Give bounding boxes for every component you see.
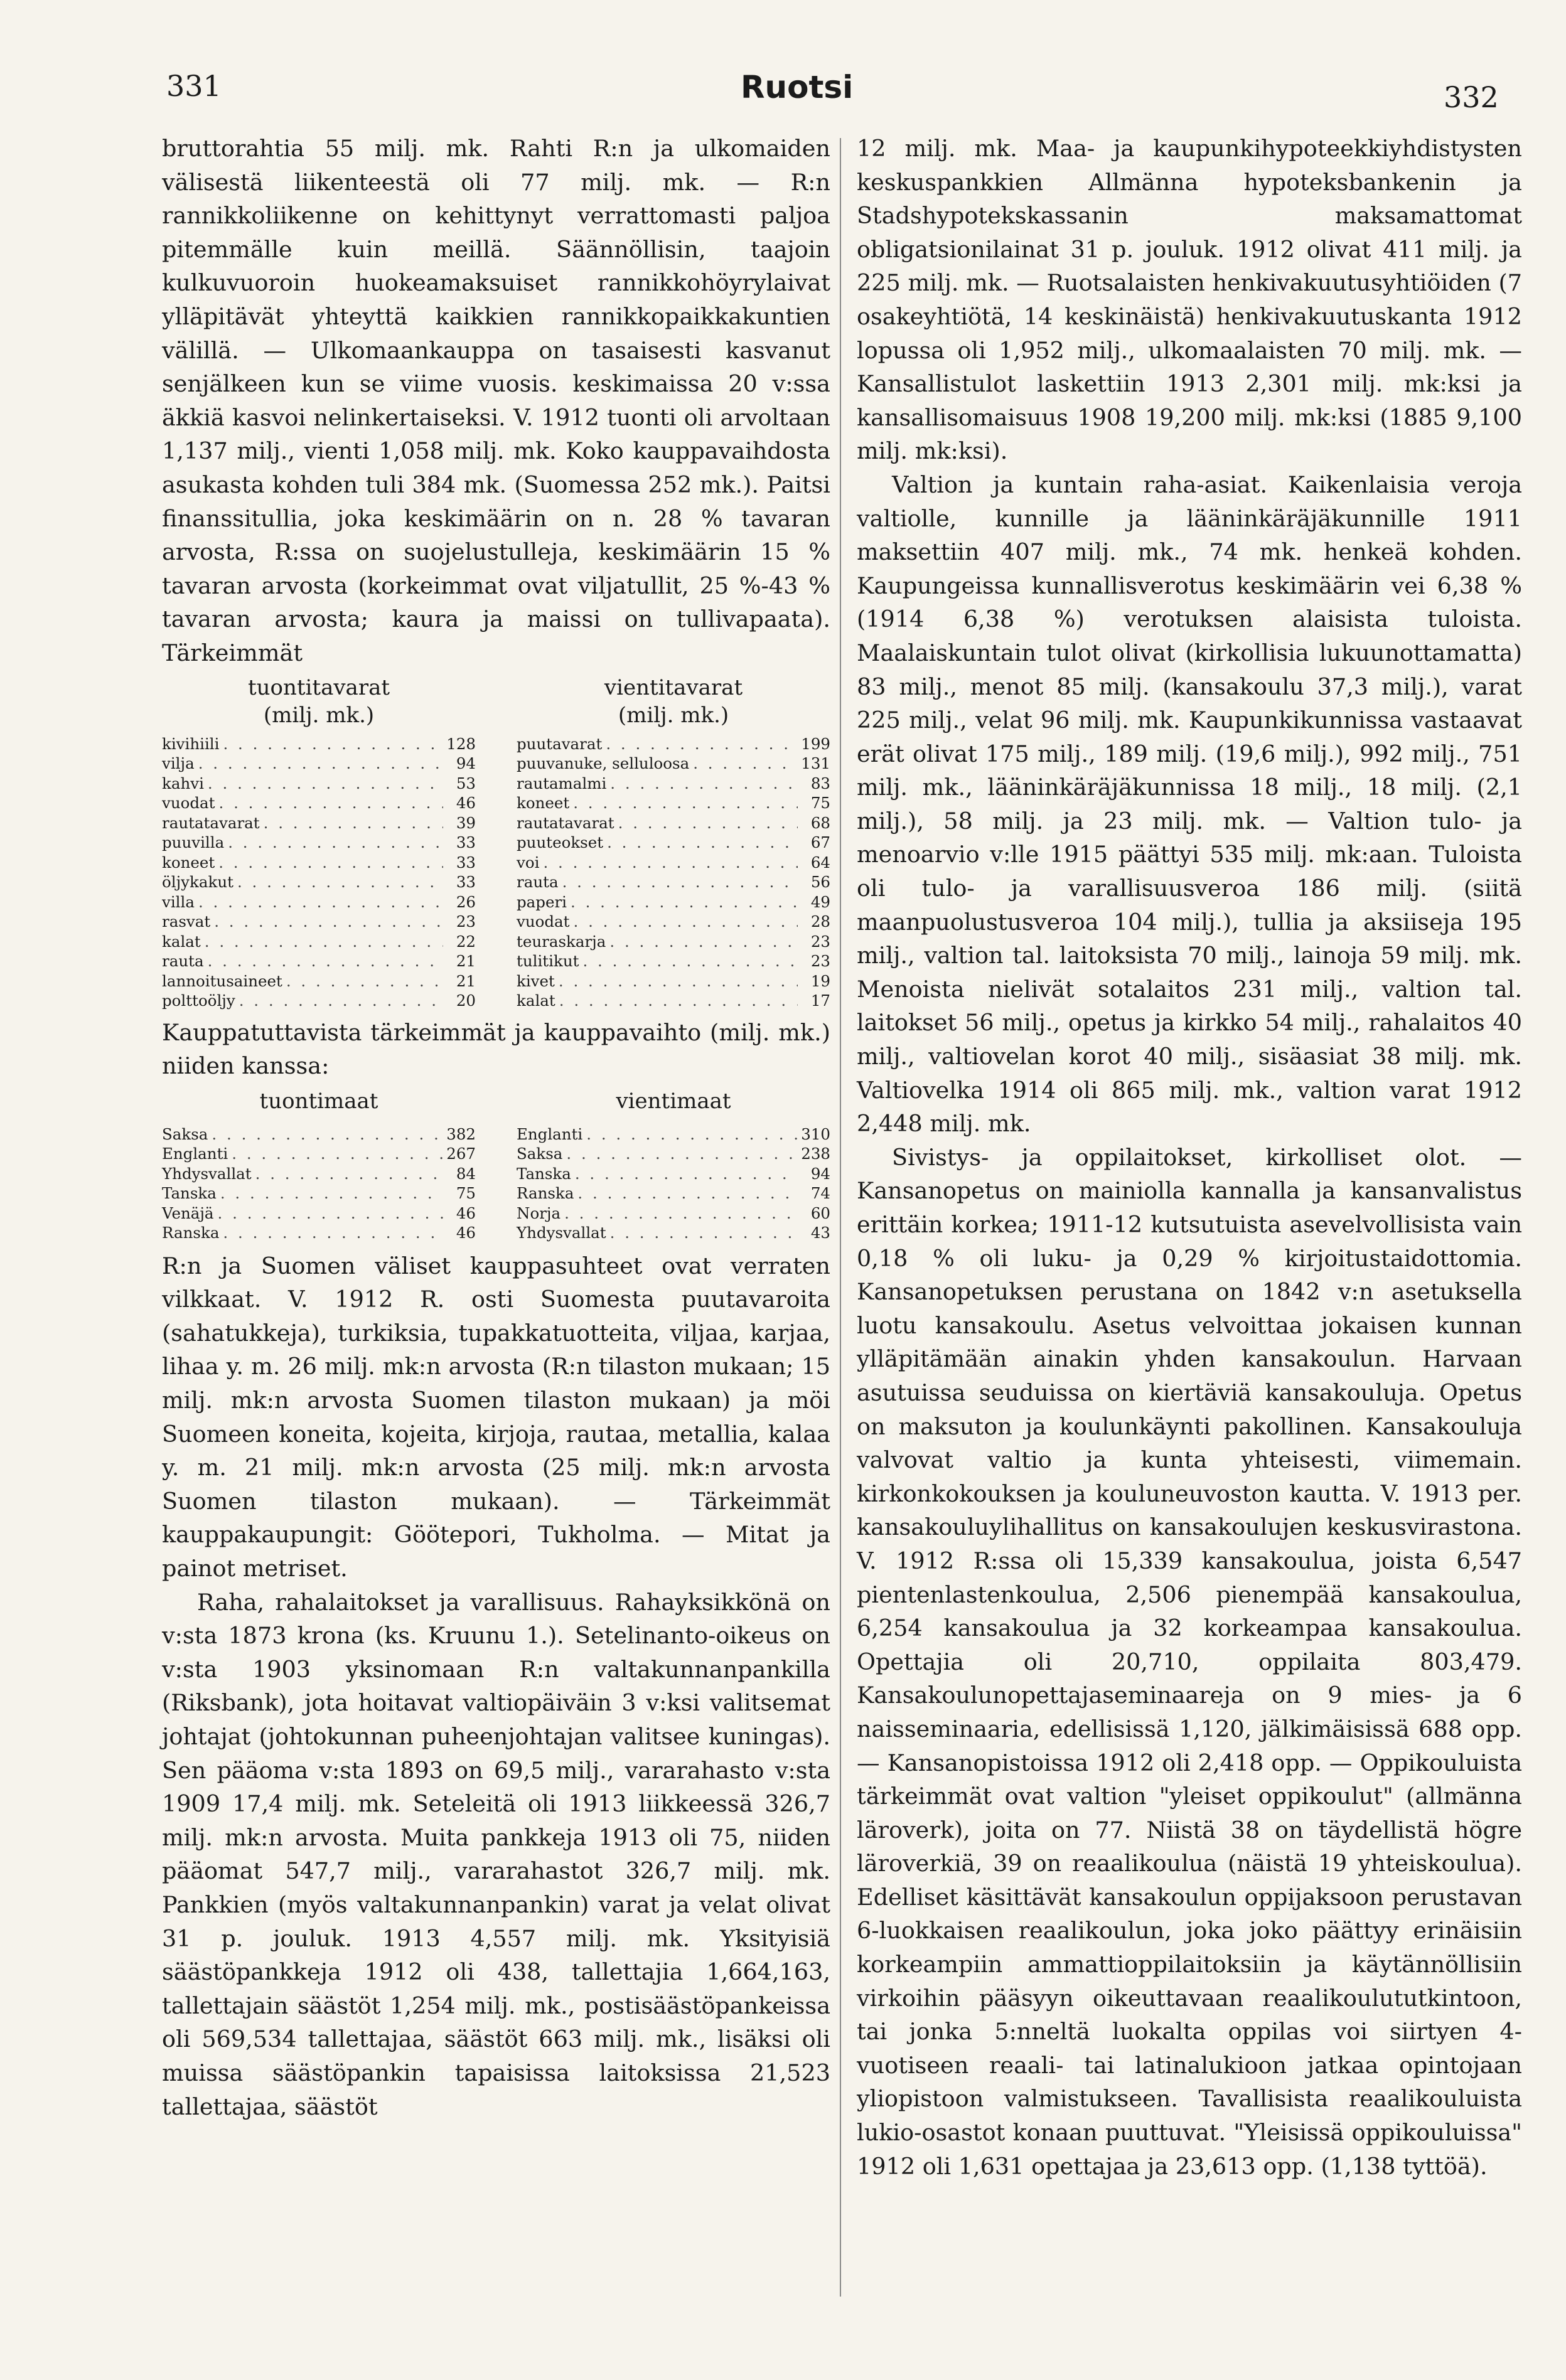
- leader-dots: [574, 912, 798, 932]
- leader-dots: [566, 1144, 797, 1164]
- row-value: 21: [456, 971, 476, 990]
- table-row: [517, 853, 830, 873]
- table-row: [517, 734, 830, 754]
- row-label: vuodat: [517, 912, 570, 931]
- table-row: [162, 1183, 476, 1203]
- row-value: 84: [456, 1164, 476, 1183]
- row-label: Tanska: [162, 1184, 217, 1203]
- row-label: rautamalmi: [517, 774, 607, 792]
- row-label: teuraskarja: [517, 932, 606, 951]
- row-label: Englanti: [162, 1145, 228, 1163]
- row-value: 83: [810, 774, 830, 792]
- row-value: 33: [456, 873, 476, 891]
- row-value: 128: [446, 734, 476, 753]
- row-value: 23: [810, 932, 830, 951]
- import-goods-heading: tuontitavarat (milj. mk.): [247, 675, 390, 728]
- row-label: kivihiili: [162, 734, 220, 753]
- leader-dots: [198, 754, 443, 774]
- column-divider: [840, 138, 841, 2297]
- leader-dots: [577, 1183, 798, 1203]
- table-row: [162, 793, 476, 813]
- row-label: villa: [162, 892, 195, 911]
- right-column: [857, 132, 1522, 2183]
- row-label: koneet: [517, 794, 570, 812]
- leader-dots: [559, 971, 798, 991]
- row-value: 74: [810, 1184, 830, 1203]
- leader-dots: [255, 1164, 443, 1184]
- table-row: [517, 754, 830, 774]
- leader-dots: [223, 734, 442, 754]
- goods-table: [162, 674, 830, 1011]
- paragraph-shipping-trade: bruttorahtia 55 milj. mk. Rahti R:n ja ulkomaiden välisestä liikenteestä oli 77 milj. mk. — R:n rannikkoliikenne on kehittynyt verrattomasti paljoa pitemmälle kuin meillä. Säännöllisin, taajoin kulkuvuoroin huokeamaksuiset rannikkohöyrylaivat ylläpitävät yhteyttä kaikkien rannikkopaikkakuntien välillä. — Ulkomaankauppa on tasaisesti kasvanut senjälkeen kun se viime vuosis. keskimaissa 20 v:ssa äkkiä kasvoi nelinkertaiseksi. V. 1912 tuonti oli arvoltaan 1,137 milj., vienti 1,058 milj. mk. Koko kauppavaihdosta asukasta kohden tuli 384 mk. (Suomessa 252 mk.). Paitsi finanssitullia, joka keskimäärin on n. 28 % tavaran arvosta, R:ssa on suojelustulleja, keskimäärin 15 % tavaran arvosta (korkeimmat ovat viljatullit, 25 %-43 % tavaran arvosta; kaura ja maissi on tullivapaata). Tärkeimmät: [162, 135, 830, 666]
- trade-partners-intro: Kauppatuttavista tärkeimmät ja kauppavaihto (milj. mk.) niiden kanssa:: [162, 1018, 830, 1080]
- row-label: Saksa: [517, 1145, 563, 1163]
- leader-dots: [582, 951, 798, 971]
- row-value: 238: [801, 1145, 830, 1163]
- table-row: [517, 1144, 830, 1164]
- row-value: 22: [456, 932, 476, 951]
- row-value: 53: [456, 774, 476, 792]
- row-label: rautatavarat: [162, 813, 260, 832]
- export-countries-heading: vientimaat: [616, 1088, 731, 1114]
- export-goods-table: [517, 674, 830, 1011]
- paragraph-public-finance: Valtion ja kuntain raha-asiat. Kaikenlaisia veroja valtiolle, kunnille ja lääninkäräjäkunnille 1911 maksettiin 407 milj. mk., 74 mk. henkeä kohden. Kaupungeissa kunnallisverotus keskimäärin vei 6,38 % (1914 6,38 %) verotuksen alaisista tuloista. Maalaiskuntain tulot olivat (kirkollisia lukuunottamatta) 83 milj., menot 85 milj. (kansakoulu 37,3 milj.), varat 225 milj., velat 96 milj. mk. Kaupunkikunnissa vastaavat erät olivat 175 milj., 189 milj. (19,6 milj.), 992 milj., 751 milj. mk., lääninkäräjäkunnissa 18 milj., 18 milj. (2,1 milj.), 58 milj. ja 23 milj. mk. — Valtion tulo- ja menoarvio v:lle 1915 päättyi 535 milj. mk:aan. Tuloista oli tulo- ja varallisuusveroa 186 milj. (siitä maanpuolustusveroa 104 milj.), tullia ja aksiiseja 195 milj., valtion tal. laitoksista 70 milj., lainoja 59 milj. mk. Menoista nielivät sotalaitos 231 milj., valtion tal. laitokset 56 milj., opetus ja kirkko 54 milj., rahalaitos 40 milj., valtiovelan korot 40 milj., sisäasiat 38 milj. mk. Valtiovelka 1914 oli 865 milj. mk., valtion varat 1912 2,448 milj. mk.: [857, 471, 1522, 1138]
- leader-dots: [564, 1203, 798, 1224]
- table-row: [517, 991, 830, 1011]
- countries-table: [162, 1087, 830, 1243]
- leader-dots: [618, 813, 798, 833]
- row-label: öljykakut: [162, 873, 233, 891]
- table-row: [162, 971, 476, 991]
- leader-dots: [586, 1124, 797, 1145]
- row-value: 33: [456, 853, 476, 872]
- leader-dots: [609, 932, 798, 952]
- row-label: Norja: [517, 1203, 561, 1222]
- table-row: [162, 833, 476, 853]
- table-row: [162, 1124, 476, 1145]
- row-label: voi: [517, 853, 540, 872]
- leader-dots: [208, 951, 443, 971]
- leader-dots: [212, 1124, 442, 1145]
- leader-dots: [232, 1144, 442, 1164]
- row-label: rautatavarat: [517, 813, 614, 832]
- row-label: Ranska: [162, 1224, 220, 1242]
- table-row: [517, 1183, 830, 1203]
- import-countries-rows: [162, 1124, 476, 1243]
- row-value: 310: [801, 1124, 830, 1143]
- running-title: Ruotsi: [741, 69, 854, 105]
- row-value: 64: [810, 853, 830, 872]
- row-value: 19: [810, 971, 830, 990]
- row-value: 75: [810, 794, 830, 812]
- table-row: [517, 892, 830, 912]
- table-row: [162, 1223, 476, 1243]
- leader-dots: [198, 892, 443, 912]
- row-value: 94: [456, 754, 476, 772]
- leader-dots: [607, 833, 798, 853]
- table-row: [162, 892, 476, 912]
- row-label: rauta: [162, 952, 204, 970]
- row-label: Saksa: [162, 1124, 208, 1143]
- row-value: 68: [810, 813, 830, 832]
- row-value: 17: [810, 991, 830, 1010]
- row-label: Englanti: [517, 1124, 583, 1143]
- table-row: [517, 872, 830, 892]
- row-value: 56: [810, 873, 830, 891]
- export-goods-heading: vientitavarat (milj. mk.): [604, 675, 743, 728]
- paragraph-finland-trade: R:n ja Suomen väliset kauppasuhteet ovat verraten vilkkaat. V. 1912 R. osti Suomesta puutavaroita (sahatukkeja), turkiksia, tupakkatuotteita, viljaa, karjaa, lihaa y. m. 26 milj. mk:n arvosta (R:n tilaston mukaan; 15 milj. mk:n arvosta Suomen tilaston mukaan) ja möi Suomeen koneita, kojeita, kirjoja, rautaa, metallia, kalaa y. m. 21 milj. mk:n arvosta (25 milj. mk:n arvosta Suomen tilaston mukaan). — Tärkeimmät kauppakaupungit: Gööteporі, Tukholma. — Mitat ja painot metriset.: [162, 1252, 830, 1582]
- row-value: 26: [456, 892, 476, 911]
- leader-dots: [571, 892, 798, 912]
- row-value: 267: [446, 1145, 476, 1163]
- table-row: [517, 774, 830, 794]
- export-countries-table: [517, 1087, 830, 1243]
- row-label: rasvat: [162, 912, 211, 931]
- row-label: Ranska: [517, 1184, 574, 1203]
- page-number-left: 331: [166, 69, 222, 103]
- row-value: 49: [810, 892, 830, 911]
- leader-dots: [573, 793, 798, 813]
- table-row: [162, 951, 476, 971]
- table-row: [162, 754, 476, 774]
- row-label: Tanska: [517, 1164, 571, 1183]
- paragraph-mortgage-insurance: 12 milj. mk. Maa- ja kaupunkihypoteekkiyhdistysten keskuspankkien Allmänna hypoteksbankenin ja Stadshypotekskassanin maksamattomat obligatsionilainat 31 p. jouluk. 1912 olivat 411 milj. ja 225 milj. mk. — Ruotsalaisten henkivakuutusyhtiöiden (7 osakeyhtiötä, 14 keskinäistä) henkivakuutuskanta 1912 lopussa oli 1,952 milj., ulkomaalaisten 70 milj. mk. — Kansallistulot laskettiin 1913 2,301 milj. mk:ksi ja kansallisomaisuus 1908 19,200 milj. mk:ksi (1885 9,100 milj. mk:ksi).: [857, 135, 1522, 465]
- row-label: Venäjä: [162, 1203, 214, 1222]
- row-label: kalat: [162, 932, 201, 951]
- paragraph-education: Sivistys- ja oppilaitokset, kirkolliset olot. — Kansanopetus on mainiolla kannalla ja kansanvalistus erittäin korkea; 1911-12 kutsutuista asevelvollisista vain 0,18 % oli luku- ja 0,29 % kirjoitustaidottomia. Kansanopetuksen perustana on 1842 v:n asetuksella luotu kansakoulu. Asetus velvoittaa jokaisen kunnan ylläpitämään ainakin yhden kansakoulun. Harvaan asutuissa seuduissa on kiertäviä kansakouluja. Opetus on maksuton ja koulunkäynti pakollinen. Kansakouluja valvovat valtio ja kunta yhteisesti, viimemain. kirkonkokouksen ja kouluneuvoston kautta. V. 1913 per. kansakouluylihallitus on kansakoulujen keskusvirastona. V. 1912 R:ssa oli 15,339 kansakoulua, joista 6,547 pientenlastenkoulua, 2,506 pienempää kansakoulua, 6,254 kansakoulua ja 32 korkeampaa kansakoulua. Opettajia oli 20,710, oppilaita 803,479. Kansakoulunopettajaseminaareja on 9 mies- ja 6 naisseminaaria, edellisissä 1,120, jälkimäisissä 688 opp. — Kansanopistoissa 1912 oli 2,418 opp. — Oppikouluista tärkeimmät ovat valtion "yleiset oppikoulut" (allmänna läroverk), joita on 77. Niistä 38 on täydellistä högre läroverkiä, 39 on reaalikoulua (näistä 19 yhteiskoulua). Edelliset käsittävät kansakoulun oppijaksoon perustavan 6-luokkaisen reaalikoulun, joka joko päättyy erinäisiin korkeampiin ammattioppilaitoksiin ja käytännöllisiin virkoihin pääsyyn oikeuttavaan reaalikoulututkintoon, tai jonka 5:nneltä luokalta oppilas voi siirtyen 4-vuotiseen reaali- tai latinalukioon jatkaa opintojaan yliopistoon valmistukseen. Tavallisista reaalikouluista lukio-osastot konaan puuttuvat. "Yleisissä oppikouluissa" 1912 oli 1,631 opettajaa ja 23,613 opp. (1,138 tyttöä).: [857, 1143, 1522, 2180]
- row-value: 46: [456, 1224, 476, 1242]
- leader-dots: [220, 1183, 443, 1203]
- row-label: kahvi: [162, 774, 204, 792]
- table-row: [517, 912, 830, 932]
- leader-dots: [218, 853, 443, 873]
- row-label: puuvilla: [162, 833, 225, 851]
- row-value: 20: [456, 991, 476, 1010]
- table-row: [517, 833, 830, 853]
- row-label: lannoitusaineet: [162, 971, 282, 990]
- table-row: [517, 932, 830, 952]
- row-value: 33: [456, 833, 476, 851]
- table-row: [162, 774, 476, 794]
- leader-dots: [606, 734, 797, 754]
- table-row: [162, 734, 476, 754]
- paragraph-money-banking: Raha, rahalaitokset ja varallisuus. Rahayksikkönä on v:sta 1873 krona (ks. Kruunu 1.). Setelinanto-oikeus on v:sta 1903 yksinomaan R:n valtakunnanpankilla (Riksbank), jota hoitavat valtiopäiväin 3 v:ksi valitsemat johtajat (johtokunnan puheenjohtajan valitsee kuningas). Sen pääoma v:sta 1893 on 69,5 milj., vararahasto v:sta 1909 17,4 milj. mk. Seteleitä oli 1913 liikkeessä 326,7 milj. mk:n arvosta. Muita pankkeja 1913 oli 75, niiden pääomat 547,7 milj., vararahastot 326,7 milj. mk. Pankkien (myös valtakunnanpankin) varat ja velat olivat 31 p. jouluk. 1913 4,557 milj. mk. Yksityisiä säästöpankkeja 1912 oli 438, tallettajia 1,664,163, tallettajain säästöt 1,254 milj. mk., postisäästöpankeissa oli 569,534 tallettajaa, säästöt 663 milj. mk., lisäksi oli muissa säästöpankin tapaisissa laitoksissa 21,523 tallettajaa, säästöt: [162, 1588, 830, 2120]
- row-label: Yhdysvallat: [162, 1164, 252, 1183]
- row-label: kalat: [517, 991, 555, 1010]
- row-value: 46: [456, 794, 476, 812]
- table-row: [162, 1164, 476, 1184]
- row-value: 67: [810, 833, 830, 851]
- table-row: [517, 1223, 830, 1243]
- leader-dots: [610, 774, 798, 794]
- table-row: [162, 1203, 476, 1224]
- leader-dots: [219, 793, 443, 813]
- row-value: 46: [456, 1203, 476, 1222]
- row-label: koneet: [162, 853, 215, 872]
- row-value: 23: [456, 912, 476, 931]
- import-goods-table: [162, 674, 476, 1011]
- table-row: [162, 813, 476, 833]
- import-countries-heading: tuontimaat: [259, 1088, 378, 1114]
- row-label: puuteokset: [517, 833, 604, 851]
- left-column: [162, 132, 830, 2123]
- leader-dots: [205, 932, 443, 952]
- leader-dots: [575, 1164, 798, 1184]
- leader-dots: [214, 912, 443, 932]
- row-label: vuodat: [162, 794, 215, 812]
- table-row: [517, 1124, 830, 1145]
- import-goods-rows: [162, 734, 476, 1011]
- leader-dots: [223, 1223, 443, 1243]
- row-label: kivet: [517, 971, 555, 990]
- row-label: puuvanuke, selluloosa: [517, 754, 690, 772]
- page-header: [0, 69, 1566, 125]
- leader-dots: [228, 833, 443, 853]
- row-value: 43: [810, 1224, 830, 1242]
- leader-dots: [562, 872, 798, 892]
- leader-dots: [208, 774, 443, 794]
- row-value: 199: [801, 734, 830, 753]
- leader-dots: [286, 971, 443, 991]
- table-row: [517, 971, 830, 991]
- leader-dots: [543, 853, 798, 873]
- table-row: [517, 1164, 830, 1184]
- table-row: [162, 872, 476, 892]
- table-row: [162, 932, 476, 952]
- export-countries-rows: [517, 1124, 830, 1243]
- row-label: vilja: [162, 754, 195, 772]
- leader-dots: [559, 991, 798, 1011]
- row-value: 131: [801, 754, 830, 772]
- table-row: [517, 813, 830, 833]
- table-row: [517, 1203, 830, 1224]
- table-row: [162, 853, 476, 873]
- table-row: [517, 793, 830, 813]
- row-value: 382: [446, 1124, 476, 1143]
- row-value: 39: [456, 813, 476, 832]
- row-value: 60: [810, 1203, 830, 1222]
- row-value: 75: [456, 1184, 476, 1203]
- page-number-right: 332: [1444, 80, 1499, 114]
- row-value: 94: [810, 1164, 830, 1183]
- leader-dots: [237, 872, 443, 892]
- table-row: [162, 912, 476, 932]
- leader-dots: [610, 1223, 798, 1243]
- leader-dots: [264, 813, 443, 833]
- leader-dots: [239, 991, 443, 1011]
- row-value: 23: [810, 952, 830, 970]
- row-label: tulitikut: [517, 952, 579, 970]
- row-value: 21: [456, 952, 476, 970]
- row-label: paperi: [517, 892, 567, 911]
- row-value: 28: [810, 912, 830, 931]
- row-label: polttoöljy: [162, 991, 235, 1010]
- import-countries-table: [162, 1087, 476, 1243]
- table-row: [517, 951, 830, 971]
- leader-dots: [693, 754, 797, 774]
- row-label: puutavarat: [517, 734, 603, 753]
- row-label: rauta: [517, 873, 559, 891]
- export-goods-rows: [517, 734, 830, 1011]
- row-label: Yhdysvallat: [517, 1224, 606, 1242]
- table-row: [162, 1144, 476, 1164]
- table-row: [162, 991, 476, 1011]
- leader-dots: [218, 1203, 443, 1224]
